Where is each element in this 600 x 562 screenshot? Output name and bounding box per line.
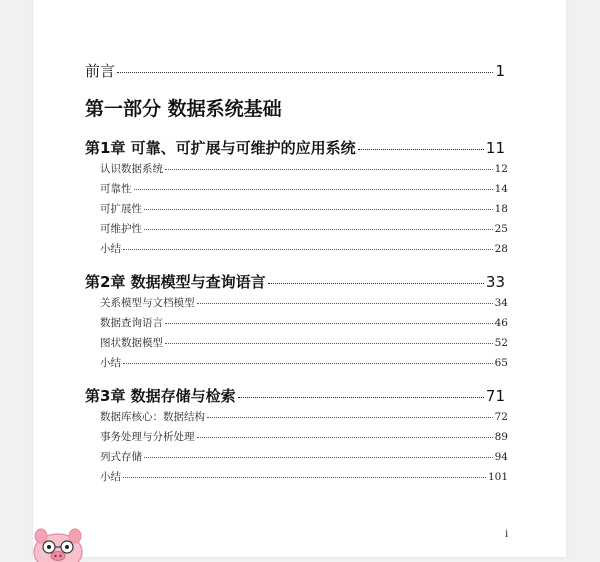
section-title: 数据查询语言 [100,317,163,329]
dot-leader [358,149,484,150]
section-page: 14 [494,183,508,195]
dot-leader [144,229,493,230]
dot-leader [165,169,493,170]
dot-leader [134,189,493,190]
chapter-page: 11 [485,139,505,157]
chapter-page: 71 [485,387,505,405]
section-title: 列式存储 [100,451,142,463]
dot-leader [207,417,493,418]
part-title: 第一部分 数据系统基础 [85,98,282,120]
toc-section[interactable] [100,469,508,484]
dot-leader [197,303,493,304]
section-title: 可维护性 [100,223,142,235]
section-title: 事务处理与分析处理 [100,431,195,443]
toc-section[interactable] [100,335,508,350]
dot-leader [123,363,493,364]
section-title: 图状数据模型 [100,337,163,349]
toc-chapter-1[interactable] [85,137,505,158]
section-title: 可靠性 [100,183,132,195]
toc-section[interactable] [100,315,508,330]
section-title: 小结 [100,357,121,369]
section-page: 65 [494,357,508,369]
toc-entry-preface[interactable] [85,60,505,81]
section-title: 数据库核心：数据结构 [100,411,205,423]
section-page: 52 [494,337,508,349]
section-page: 101 [487,471,508,483]
section-page: 89 [494,431,508,443]
dot-leader [165,343,493,344]
section-page: 34 [494,297,508,309]
toc-chapter-3[interactable] [85,385,505,406]
section-page: 18 [494,203,508,215]
toc-section[interactable] [100,161,508,176]
section-title: 小结 [100,243,121,255]
dot-leader [123,249,493,250]
dot-leader [117,72,493,73]
section-title: 小结 [100,471,121,483]
section-page: 72 [494,411,508,423]
section-page: 28 [494,243,508,255]
dot-leader [144,209,493,210]
section-page: 12 [494,163,508,175]
toc-section[interactable] [100,449,508,464]
document-page [33,0,566,557]
section-title: 认识数据系统 [100,163,163,175]
dot-leader [123,477,486,478]
chapter-title: 第1章 可靠、可扩展与可维护的应用系统 [85,139,356,157]
dot-leader [165,323,493,324]
toc-section[interactable] [100,295,508,310]
toc-section[interactable] [100,181,508,196]
toc-section[interactable] [100,221,508,236]
toc-entry-title: 前言 [85,62,116,80]
dot-leader [268,283,484,284]
toc-chapter-2[interactable] [85,271,505,292]
chapter-title: 第2章 数据模型与查询语言 [85,273,266,291]
dot-leader [238,397,484,398]
chapter-title: 第3章 数据存储与检索 [85,387,236,405]
dot-leader [144,457,493,458]
chapter-page: 33 [485,273,505,291]
page-number: i [505,526,509,540]
section-page: 94 [494,451,508,463]
toc-section[interactable] [100,429,508,444]
toc-section[interactable] [100,241,508,256]
dot-leader [197,437,493,438]
toc-section[interactable] [100,355,508,370]
toc-section[interactable] [100,201,508,216]
toc-section[interactable] [100,409,508,424]
toc-entry-page: 1 [495,62,505,80]
section-title: 可扩展性 [100,203,142,215]
section-page: 25 [494,223,508,235]
section-page: 46 [494,317,508,329]
section-title: 关系模型与文档模型 [100,297,195,309]
